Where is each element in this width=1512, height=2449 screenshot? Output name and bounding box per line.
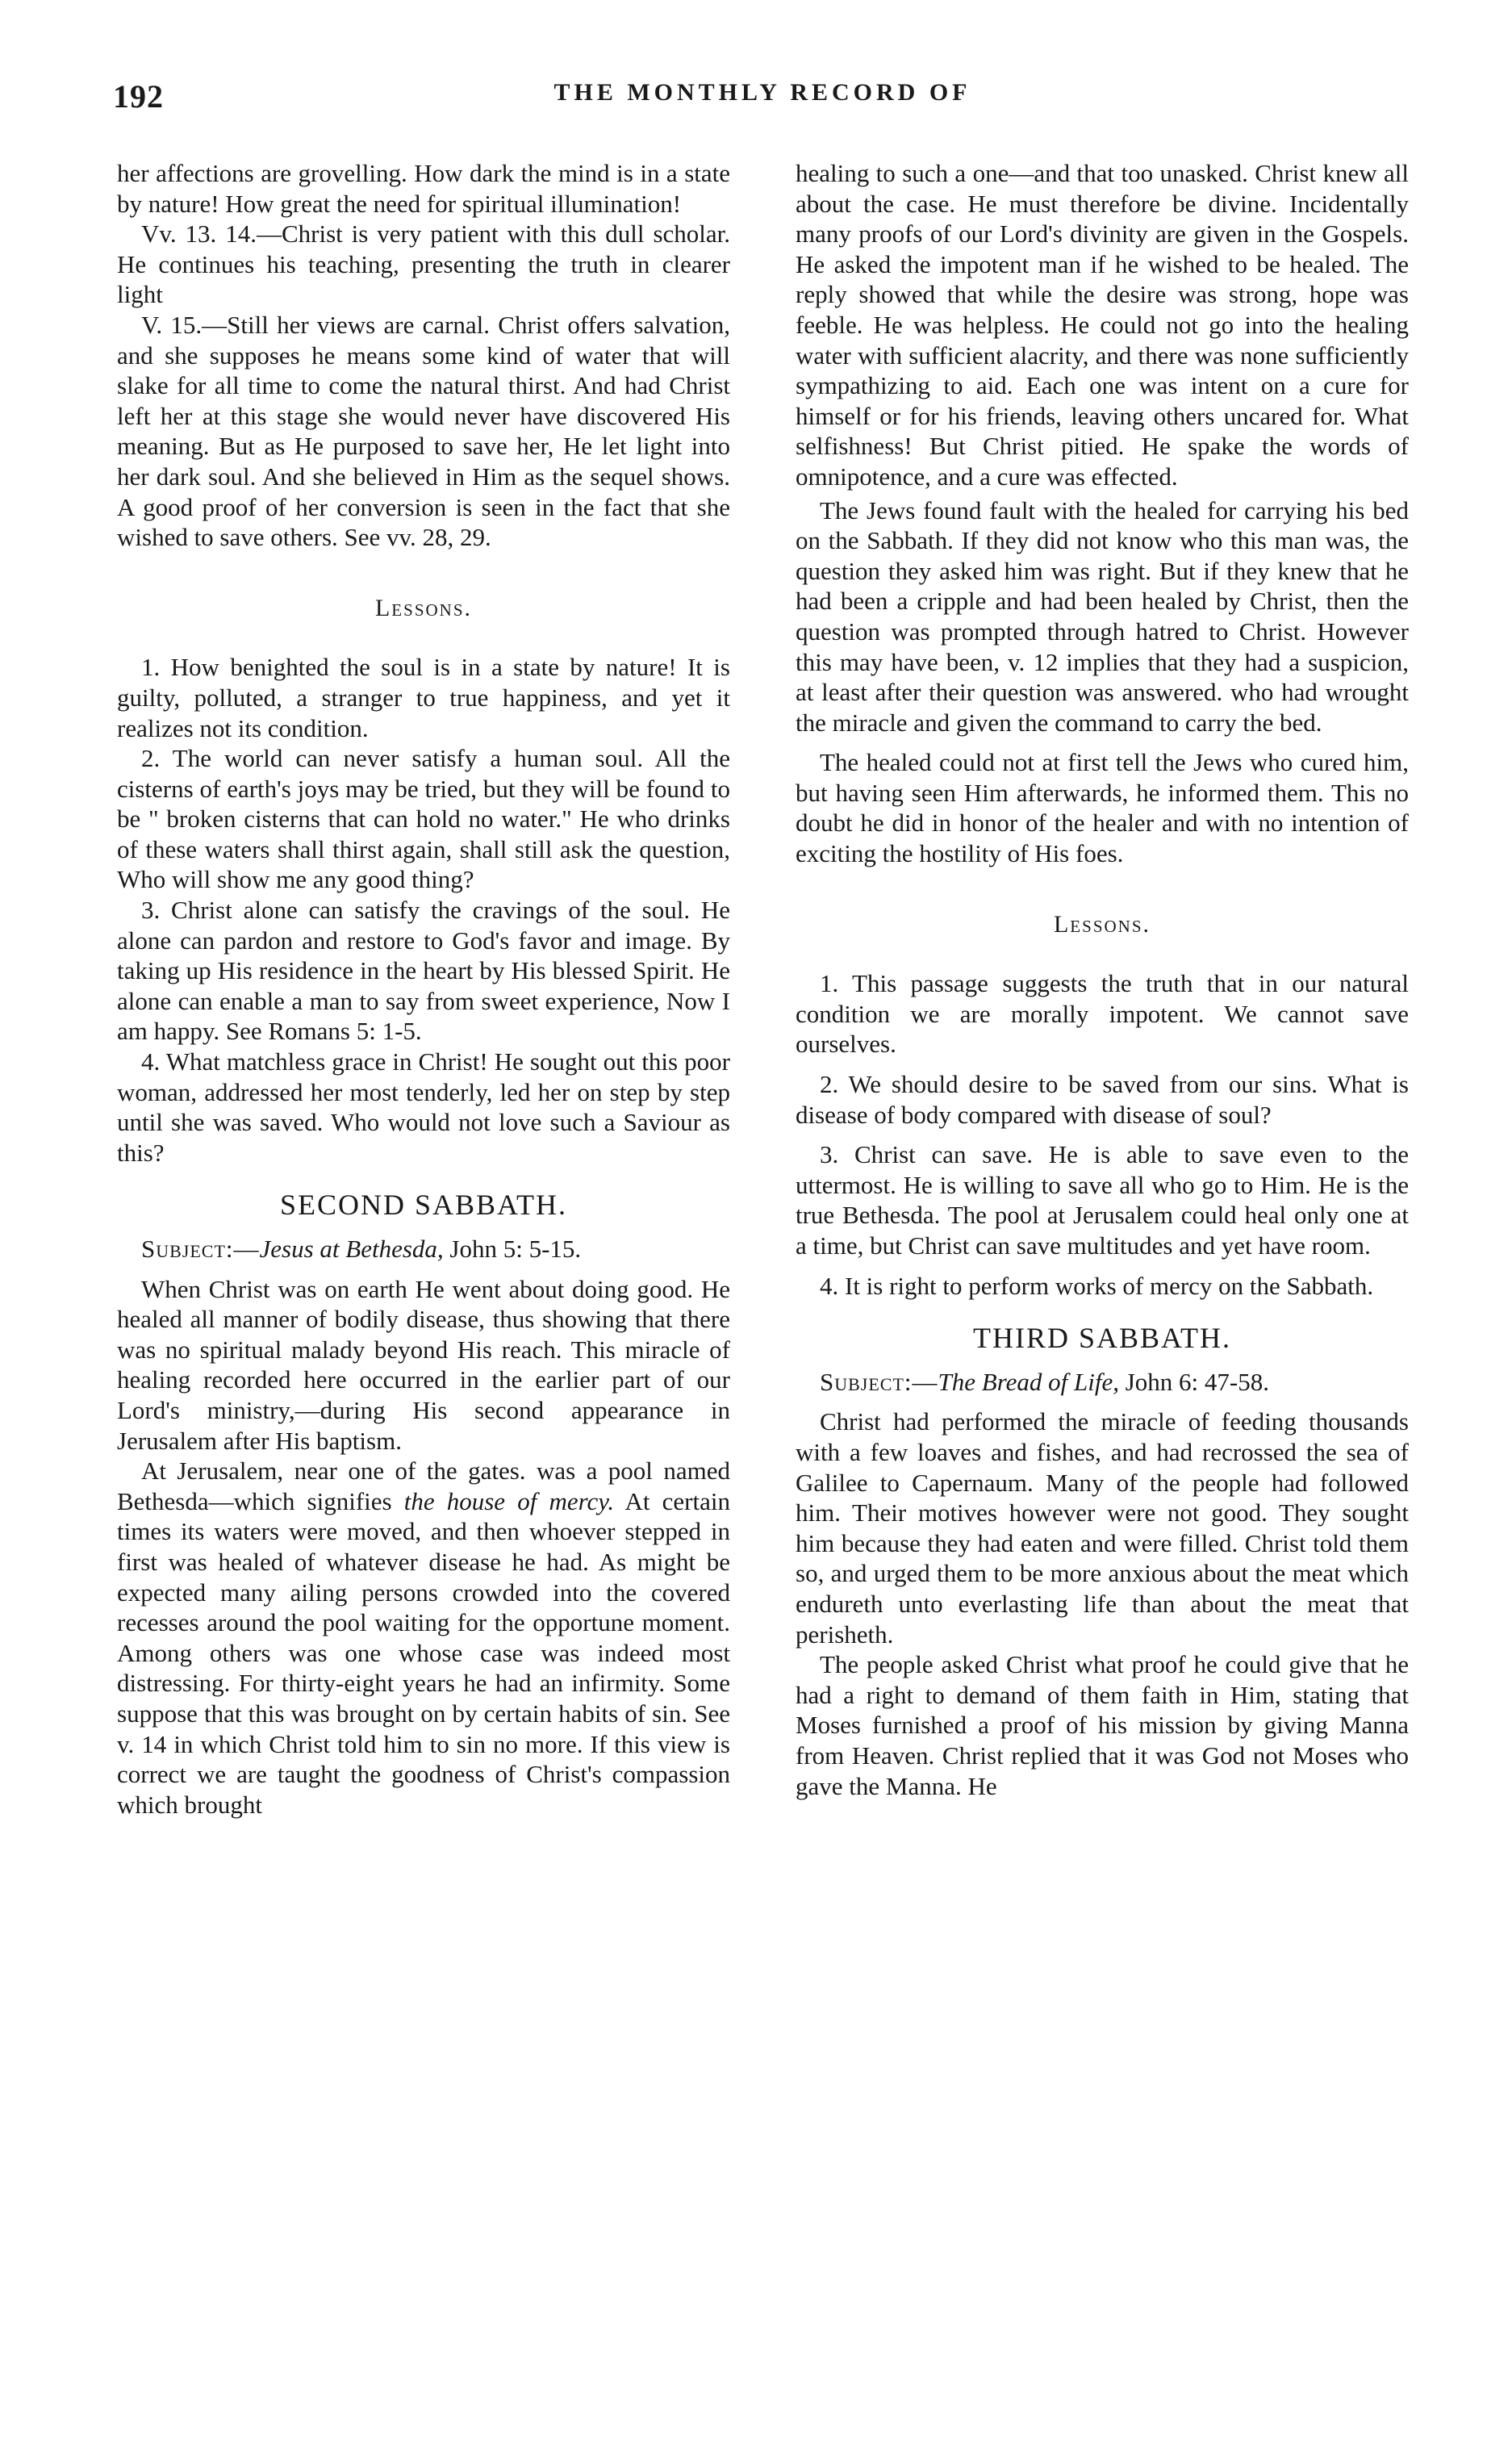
paragraph: The healed could not at first tell the Jews who cured him, but having seen Him afterwards, he informed them. This no doubt he did in honor of the healer and with no intention of exciting the hostility of His foes.	[796, 748, 1409, 868]
section-heading: SECOND SABBATH.	[279, 1189, 568, 1222]
text-run: At Jerusalem, near one of the gates. was a pool named Bethesda—which signifies	[117, 1456, 730, 1515]
lesson-item: 2. The world can never satisfy a human soul. All the cisterns of earth's joys may be tried, but they will be found to be " broken cisterns that can hold no water." He who drinks of these waters shall thirst again, shall still ask the question, Who will show me any good thing?	[117, 744, 730, 894]
lesson-item: 2. We should desire to be saved from our sins. What is disease of body compared with disease of soul?	[796, 1070, 1409, 1129]
subject-title: Jesus at Bethesda,	[259, 1235, 444, 1263]
section-heading: THIRD SABBATH.	[972, 1322, 1232, 1355]
paragraph: V. 15.—Still her views are carnal. Christ offers salvation, and she supposes he means some kind of water that will slake for all time to come the natural thirst. And had Christ left her at this stage she would never have discovered His meaning. But as He purposed to save her, He let light into her dark soul. And she believed in Him as the sequel shows. A good proof of her conversion is seen in the fact that she wished to save others. See vv. 28, 29.	[117, 310, 730, 552]
lesson-subject	[117, 1234, 730, 1264]
subject-label: Subject:—	[141, 1235, 260, 1263]
lesson-item: 4. What matchless grace in Christ! He sought out this poor woman, addressed her most tenderly, led her on step by step until she was saved. Who would not love such a Saviour as this?	[117, 1047, 730, 1167]
page-number: 192	[113, 78, 164, 115]
paragraph: her affections are grovelling. How dark the mind is in a state by nature! How great the need for spiritual illumination!	[117, 159, 730, 218]
paragraph: When Christ was on earth He went about doing good. He healed all manner of bodily disease, thus showing that there was no spiritual malady beyond His reach. This miracle of healing recorded here occurred in the earlier part of our Lord's ministry,—during His second appearance in Jerusalem after His baptism.	[117, 1274, 730, 1455]
paragraph: healing to such a one—and that too unasked. Christ knew all about the case. He must therefore be divine. Incidentally many proofs of our Lord's divinity are given in the Gospels. He asked the impotent man if he wished to be healed. The reply showed that while the desire was strong, hope was feeble. He was helpless. He could not go into the healing water with sufficient alacrity, and there was none sufficiently sympathizing to aid. Each one was intent on a cure for himself or for his friends, leaving others uncared for. What selfishness! But Christ pitied. He spake the words of omnipotence, and a cure was effected.	[796, 159, 1409, 491]
left-column	[117, 158, 730, 1820]
subject-label: Subject:—	[820, 1367, 938, 1396]
lesson-item: 3. Christ can save. He is able to save even to the uttermost. He is willing to save all who go to Him. He is the true Bethesda. The pool at Jerusalem could heal only one at a time, but Christ can save multitudes and yet have room.	[796, 1140, 1409, 1260]
paragraph: The Jews found fault with the healed for carrying his bed on the Sabbath. If they did not know who this man was, the question they asked him was right. But if they knew that he had been a cripple and had been healed by Christ, then the question was prompted through hatred to Christ. However this may have been, v. 12 implies that they had a suspicion, at least after their question was answered. who had wrought the miracle and given the command to carry the bed.	[796, 495, 1409, 737]
paragraph	[117, 1456, 730, 1820]
lesson-item: 1. How benighted the soul is in a state by nature! It is guilty, polluted, a stranger to true happiness, and yet it realizes not its condition.	[117, 653, 730, 742]
lesson-item: 1. This passage suggests the truth that in our natural condition we are morally impotent. We cannot save ourselves.	[796, 969, 1409, 1059]
running-head: THE MONTHLY RECORD OF	[553, 79, 971, 106]
subject-title: The Bread of Life,	[938, 1367, 1119, 1396]
page-header	[113, 77, 1412, 118]
paragraph: Vv. 13. 14.—Christ is very patient with this dull scholar. He continues his teaching, presenting the truth in clearer light	[117, 219, 730, 309]
emphasis: the house of mercy.	[403, 1486, 615, 1515]
lessons-heading: Lessons.	[1053, 910, 1151, 938]
subject-reference: John 5: 5-15.	[449, 1235, 582, 1263]
lesson-item: 4. It is right to perform works of mercy on the Sabbath.	[820, 1271, 1374, 1300]
lessons-heading: Lessons.	[374, 594, 473, 621]
paragraph: The people asked Christ what proof he could give that he had a right to demand of them faith in Him, stating that Moses furnished a proof of his mission by giving Manna from Heaven. Christ replied that it was God not Moses who gave the Manna. He	[796, 1650, 1409, 1800]
subject-reference: John 6: 47-58.	[1125, 1367, 1269, 1396]
right-column	[796, 158, 1409, 1801]
text-run: At certain times its waters were moved, and then whoever stepped in first was healed of whatever disease he had. As might be expected many ailing persons crowded into the covered recesses around the pool waiting for the opportune moment. Among others was one whose case was indeed most distressing. For thirty-eight years he had an infirmity. Some suppose that this was brought on by certain habits of sin. See v. 14 in which Christ told him to sin no more. If this view is correct we are taught the goodness of Christ's compassion which brought	[117, 1486, 730, 1819]
lesson-subject	[796, 1367, 1409, 1398]
paragraph: Christ had performed the miracle of feeding thousands with a few loaves and fishes, and had recrossed the sea of Galilee to Capernaum. Many of the people had followed him. Their motives however were not good. They sought him because they had eaten and were filled. Christ told them so, and urged them to be more anxious about the meat which endureth unto everlasting life than about the meat that perisheth.	[796, 1407, 1409, 1649]
lesson-item: 3. Christ alone can satisfy the cravings of the soul. He alone can pardon and restore to God's favor and image. By taking up His residence in the heart by His blessed Spirit. He alone can enable a man to say from sweet experience, Now I am happy. See Romans 5: 1-5.	[117, 896, 730, 1046]
